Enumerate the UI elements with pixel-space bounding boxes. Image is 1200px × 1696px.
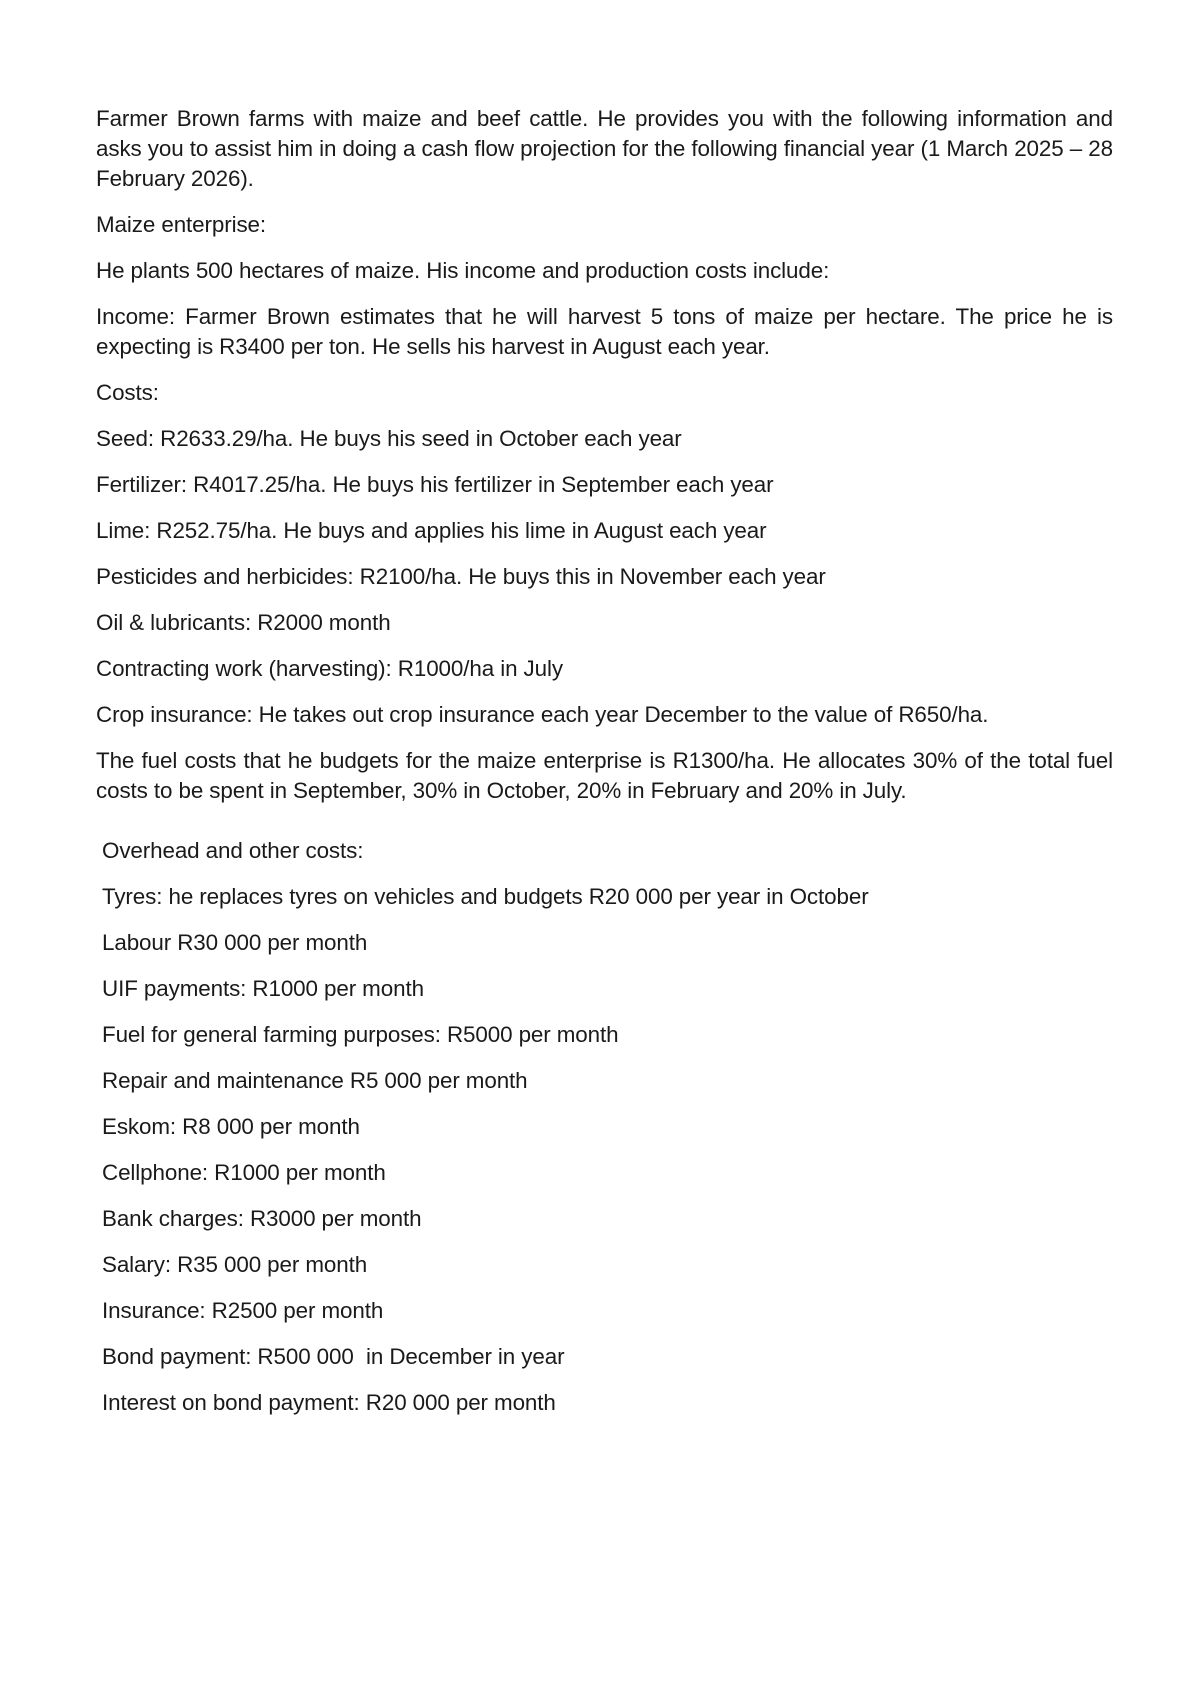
cost-item-pesticides: Pesticides and herbicides: R2100/ha. He buys this in November each year <box>96 564 826 589</box>
maize-income-paragraph: Income: Farmer Brown estimates that he will harvest 5 tons of maize per hectare. The price he is expecting is R3400 per ton. He sells his harvest in August each year. <box>96 304 1113 359</box>
overhead-item-eskom: Eskom: R8 000 per month <box>102 1114 360 1139</box>
document-page <box>96 104 1113 1418</box>
maize-heading: Maize enterprise: <box>96 212 267 237</box>
maize-fuel-paragraph: The fuel costs that he budgets for the maize enterprise is R1300/ha. He allocates 30% of the total fuel costs to be spent in September, 30% in October, 20% in February and 20% in July. <box>96 748 1113 803</box>
overhead-item-repair: Repair and maintenance R5 000 per month <box>102 1068 528 1093</box>
cost-item-oil: Oil & lubricants: R2000 month <box>96 610 391 635</box>
cost-item-lime: Lime: R252.75/ha. He buys and applies his lime in August each year <box>96 518 767 543</box>
overhead-item-bond-interest: Interest on bond payment: R20 000 per month <box>102 1390 556 1415</box>
overhead-section <box>96 836 1113 1418</box>
maize-plants-paragraph: He plants 500 hectares of maize. His income and production costs include: <box>96 258 830 283</box>
overhead-heading: Overhead and other costs: <box>102 838 364 863</box>
overhead-item-bond-payment: Bond payment: R500 000 in December in year <box>102 1344 565 1369</box>
cost-item-contracting: Contracting work (harvesting): R1000/ha in July <box>96 656 563 681</box>
overhead-item-bank-charges: Bank charges: R3000 per month <box>102 1206 422 1231</box>
overhead-item-tyres: Tyres: he replaces tyres on vehicles and budgets R20 000 per year in October <box>102 884 869 909</box>
overhead-item-cellphone: Cellphone: R1000 per month <box>102 1160 386 1185</box>
overhead-item-fuel: Fuel for general farming purposes: R5000 per month <box>102 1022 619 1047</box>
overhead-item-uif: UIF payments: R1000 per month <box>102 976 424 1001</box>
cost-item-crop-insurance: Crop insurance: He takes out crop insurance each year December to the value of R650/ha. <box>96 702 989 727</box>
cost-item-fertilizer: Fertilizer: R4017.25/ha. He buys his fertilizer in September each year <box>96 472 774 497</box>
intro-paragraph: Farmer Brown farms with maize and beef cattle. He provides you with the following information and asks you to assist him in doing a cash flow projection for the following financial year (1 March 2025 – 28 February 2026). <box>96 106 1113 191</box>
overhead-item-salary: Salary: R35 000 per month <box>102 1252 368 1277</box>
maize-costs-heading: Costs: <box>96 380 159 405</box>
overhead-item-insurance: Insurance: R2500 per month <box>102 1298 384 1323</box>
cost-item-seed: Seed: R2633.29/ha. He buys his seed in October each year <box>96 426 682 451</box>
overhead-item-labour: Labour R30 000 per month <box>102 930 368 955</box>
